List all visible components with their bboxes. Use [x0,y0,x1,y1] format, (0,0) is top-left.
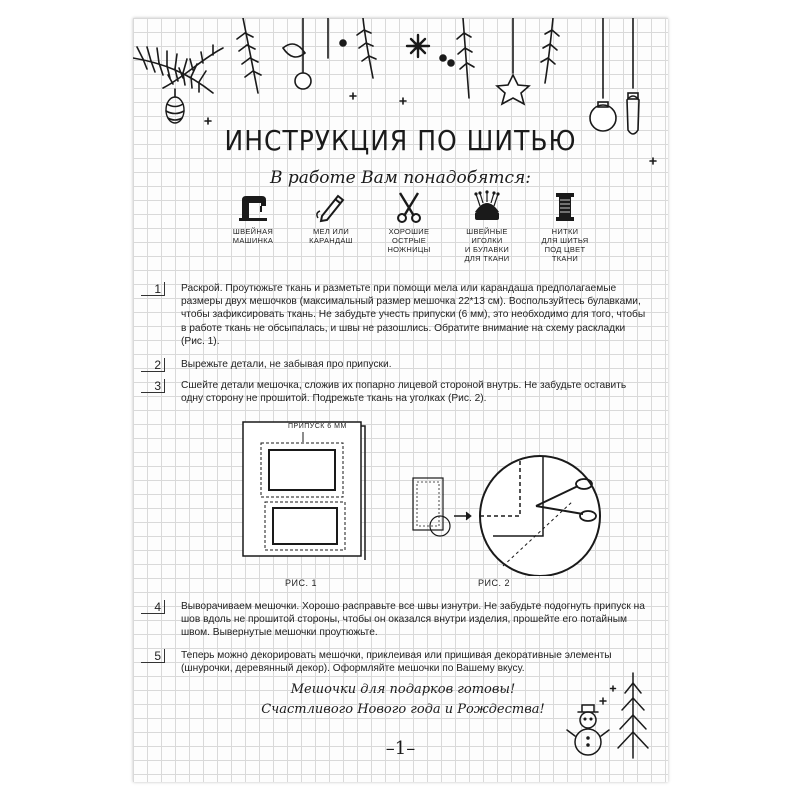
step-text: Раскрой. Проутюжьте ткань и разметьте при помощи мела или карандаша предполагаемые размеры двух мешочков (максимальный размер мешочка 22*13 см). Воспользуйтесь булавками, чтобы зафиксировать ткань. Не забудьте учесть припуски (6 мм), это необходимо для того, чтобы в работе ткань не обсыпалась, и швы не разошлись. Обратите внимание на схему раскладки (Рис. 1). [181,283,646,347]
instruction-page [133,18,668,782]
figure-1-layout-scheme [233,418,373,568]
step-number: 5 [141,649,165,663]
step-text: Вырежьте детали, не забывая про припуски. [181,359,392,370]
tool-scissors [374,190,444,254]
tool-label: ХОРОШИЕ ОСТРЫЕ НОЖНИЦЫ [387,227,431,254]
step-text: Выворачиваем мешочки. Хорошо расправьте все швы изнутри. Не забудьте подогнуть припуск на шов вдоль не прошитой стороны, чтобы он оказался внутри изделия, прошейте его потайным швом. Вывернутые мешочки проутюжьте. [181,601,645,639]
tool-thread-spool [530,190,600,263]
step-number: 4 [141,600,165,614]
step-text: Сшейте детали мешочка, сложив их попарно лицевой стороной внутрь. Не забудьте оставить одну сторону не прошитой. Подрежьте ткань на уголках (Рис. 2). [181,380,627,405]
closing-line-2: Счастливого Нового года и Рождества! [261,702,545,717]
scissors-icon [392,190,426,224]
page-title: ИНСТРУКЦИЯ ПО ШИТЬЮ [224,124,577,157]
step-number: 2 [141,358,165,372]
tools-subtitle: В работе Вам понадобятся: [269,168,532,188]
tool-label: НИТКИ ДЛЯ ШИТЬЯ ПОД ЦВЕТ ТКАНИ [541,227,589,263]
tool-chalk-pencil [296,190,366,245]
page-number: –1– [385,738,416,759]
tool-label: ШВЕЙНЫЕ ИГОЛКИ И БУЛАВКИ ДЛЯ ТКАНИ [464,227,510,263]
tool-pincushion [452,190,522,263]
step-number: 1 [141,282,165,296]
sewing-machine-icon [236,190,270,224]
thread-spool-icon [548,190,582,224]
figure-1-caption: РИС. 1 [285,578,317,588]
closing-line-1: Мешочки для подарков готовы! [290,682,516,697]
tools-list [218,190,598,280]
step-text: Теперь можно декорировать мешочки, приклеивая или пришивая декоративные элементы (шнурочки, деревянный декор). Оформляйте мешочки по Вашему вкусу. [181,650,612,675]
figure-2-caption: РИС. 2 [478,578,510,588]
allowance-label: ПРИПУСК 6 ММ [288,423,347,430]
pincushion-icon [470,190,504,224]
tool-label: МЕЛ ИЛИ КАРАНДАШ [309,227,353,245]
figure-2-corner-trim [408,446,608,576]
step-number: 3 [141,379,165,393]
christmas-garland-decoration [133,18,668,188]
tool-sewing-machine [218,190,288,245]
chalk-pencil-icon [314,190,348,224]
tool-label: ШВЕЙНАЯ МАШИНКА [232,227,274,245]
